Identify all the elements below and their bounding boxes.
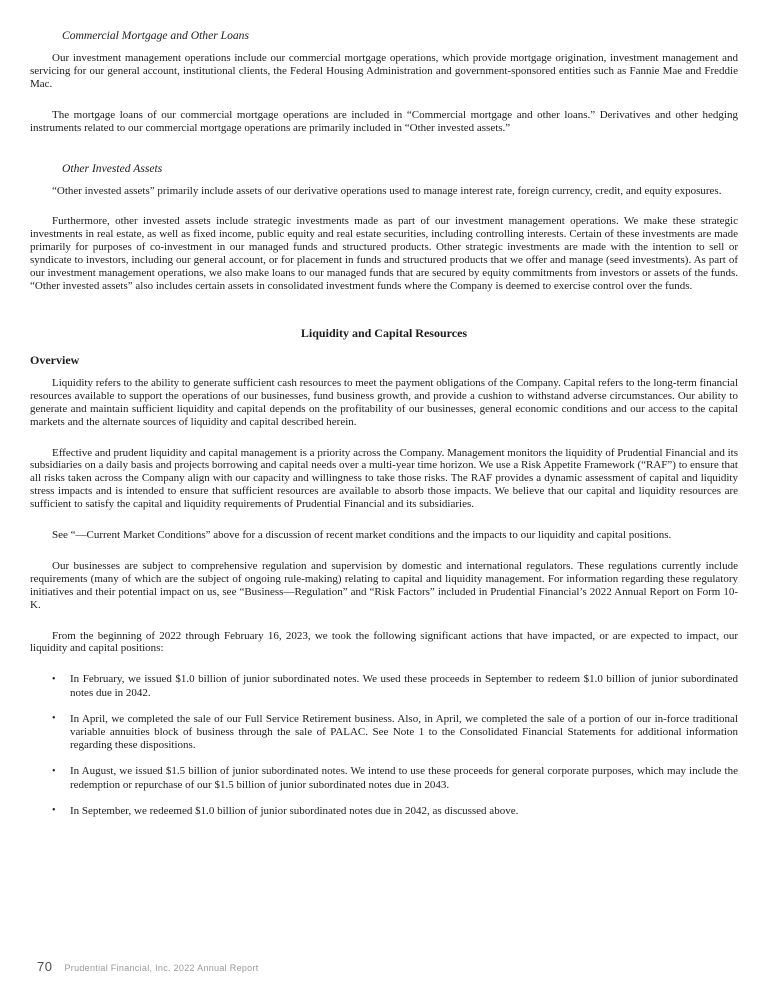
bullet-icon: • — [52, 765, 56, 777]
bullet-text: In February, we issued $1.0 billion of junior subordinated notes. We used these proceeds in September to redeem $1.0 billion of junior subordinated notes due in 2042. — [70, 673, 738, 699]
main-heading-liquidity: Liquidity and Capital Resources — [300, 325, 468, 340]
page-content — [30, 29, 738, 831]
bullet-item — [52, 712, 738, 753]
bullet-text: In August, we issued $1.5 billion of junior subordinated notes. We intend to use these proceeds for general corporate purposes, which may include the redemption or repurchase of our $1.5 billion of junior subordinated notes due in 2043. — [70, 765, 738, 791]
bullet-item — [52, 804, 738, 818]
report-title: Prudential Financial, Inc. 2022 Annual Report — [64, 963, 259, 973]
bullet-list — [52, 673, 738, 818]
bullet-item — [52, 765, 738, 791]
bullet-icon: • — [52, 673, 56, 685]
section-commercial-mortgage — [30, 29, 738, 135]
bullet-text: In September, we redeemed $1.0 billion of junior subordinated notes due in 2042, as discussed above. — [70, 804, 519, 817]
paragraph: From the beginning of 2022 through February 16, 2023, we took the following significant actions that have impacted, or are expected to impact, our liquidity and capital positions: — [30, 629, 738, 655]
section-heading-commercial-mortgage: Commercial Mortgage and Other Loans — [62, 29, 249, 42]
paragraph: Liquidity refers to the ability to generate sufficient cash resources to meet the payment obligations of the Company. Capital refers to the long-term financial resources available to support the operations of our businesses, fund business growth, and provide a cushion to withstand adverse circumstances. Our ability to generate and maintain sufficient liquidity and capital depends on the profitability of our businesses, general economic conditions and our access to the capital markets and the alternate sources of liquidity and capital described herein. — [30, 376, 738, 428]
paragraph: Furthermore, other invested assets include strategic investments made as part of our investment management operations. We make these strategic investments in real estate, as well as fixed income, public equity and real estate securities, including controlling interests. Certain of these investments are made primarily for purposes of co-investment in our managed funds and structured products. Other strategic investments are made with the intention to sell or syndicate to investors, including our general account, or for placement in funds and structured products that we offer and manage (seed investments). As part of our investment management operations, we also make loans to our managed funds that are secured by equity commitments from investors or assets of the funds. “Other invested assets” also includes certain assets in consolidated investment funds where the Company is deemed to exercise control over the funds. — [30, 215, 738, 292]
page-footer — [37, 959, 259, 974]
paragraph: “Other invested assets” primarily include assets of our derivative operations used to manage interest rate, foreign currency, credit, and equity exposures. — [52, 184, 722, 197]
bullet-item — [52, 673, 738, 699]
page-number: 70 — [37, 959, 53, 974]
paragraph: See “—Current Market Conditions” above for a discussion of recent market conditions and the impacts to our liquidity and capital positions. — [52, 529, 672, 542]
paragraph: Our businesses are subject to comprehensive regulation and supervision by domestic and international regulators. These regulations currently include requirements (many of which are the subject of ongoing rule-making) relating to capital and liquidity management. For information regarding these regulatory initiatives and their potential impact on us, see “Business—Regulation” and “Risk Factors” included in Prudential Financial’s 2022 Annual Report on Form 10-K. — [30, 559, 738, 611]
section-heading-other-invested-assets: Other Invested Assets — [62, 161, 163, 175]
paragraph: Our investment management operations include our commercial mortgage operations, which provide mortgage origination, investment management and servicing for our general account, institutional clients, the Federal Housing Administration and government-sponsored entities such as Fannie Mae and Freddie Mac. — [30, 52, 738, 90]
subsection-heading-overview: Overview — [30, 352, 80, 367]
paragraph: Effective and prudent liquidity and capital management is a priority across the Company. Management monitors the liquidity of Prudential Financial and its subsidiaries on a daily basis and projects borrowing and capital needs over a multi-year time horizon. We use a Risk Appetite Framework (“RAF”) to ensure that all risks taken across the Company align with our capacity and willingness to take those risks. The RAF provides a dynamic assessment of capital and liquidity stress impacts and is intended to ensure that sufficient resources are available to absorb those impacts. We believe that our capital and liquidity resources are sufficient to satisfy the capital and liquidity requirements of Prudential Financial and its subsidiaries. — [30, 446, 738, 511]
bullet-text: In April, we completed the sale of our Full Service Retirement business. Also, in April, we completed the sale of a portion of our in-force traditional variable annuities block of business through the sale of PALAC. See Note 1 to the Consolidated Financial Statements for additional information regarding these dispositions. — [70, 712, 738, 752]
paragraph: The mortgage loans of our commercial mortgage operations are included in “Commercial mortgage and other loans.” Derivatives and other hedging instruments related to our commercial mortgage operations are primarily included in “Other invested assets.” — [30, 108, 738, 134]
section-other-invested-assets — [30, 162, 738, 293]
bullet-icon: • — [52, 805, 56, 817]
bullet-icon: • — [52, 713, 56, 725]
section-liquidity-and-capital — [30, 326, 738, 818]
